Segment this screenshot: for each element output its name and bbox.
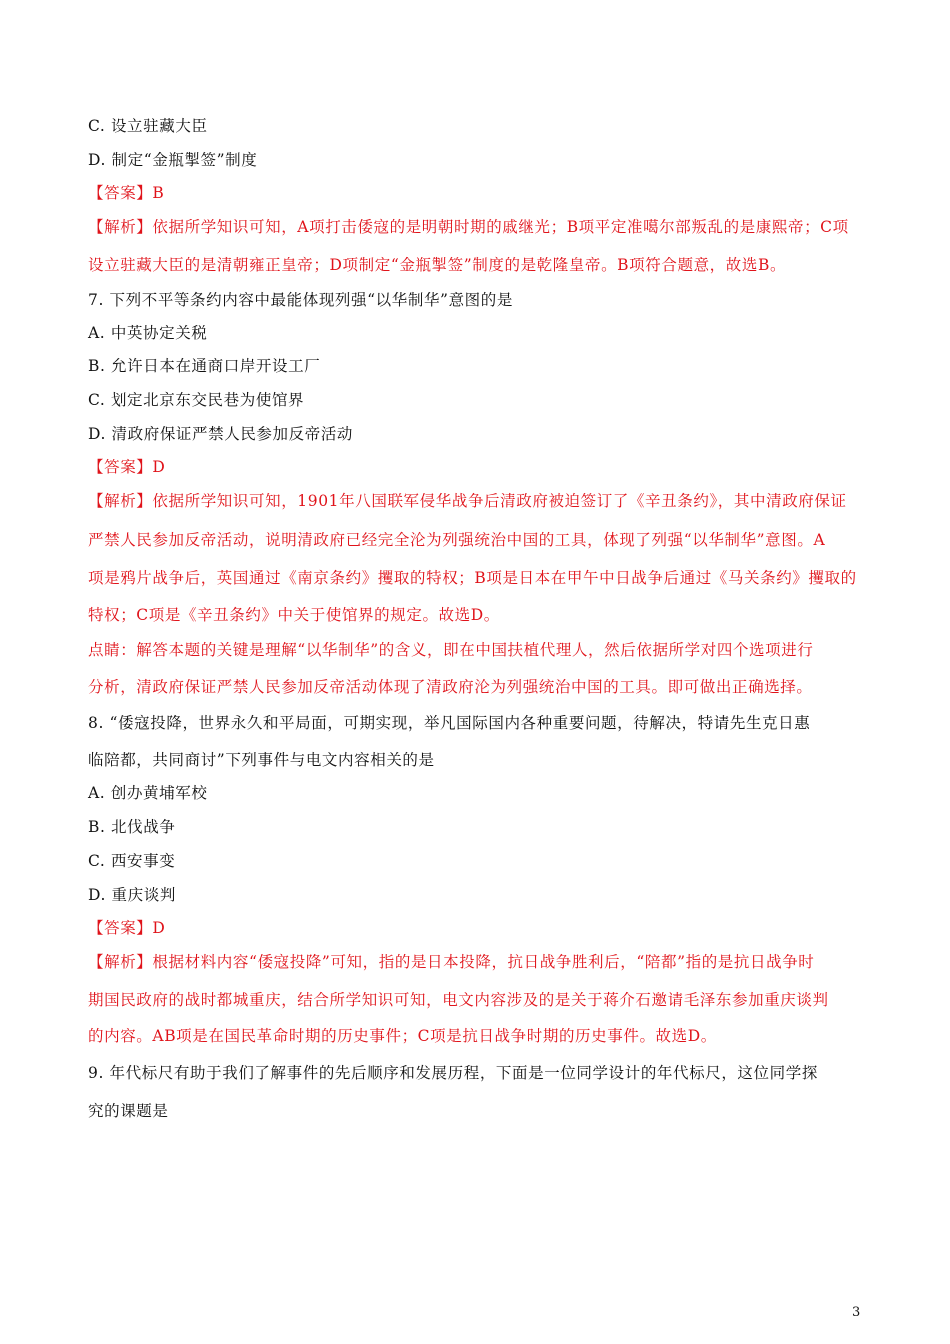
question-8-analysis-line: 【解析】根据材料内容“倭寇投降”可知，指的是日本投降，抗日战争胜利后，“陪都”指的是抗日战争时 — [88, 953, 815, 971]
question-7-tip-line: 分析，清政府保证严禁人民参加反帝活动体现了清政府沦为列强统治中国的工具。即可做出正确选择。 — [88, 678, 813, 696]
question-8-option-d: D. 重庆谈判 — [88, 886, 176, 904]
question-7-option-a: A. 中英协定关税 — [88, 324, 208, 342]
question-8-analysis-line: 的内容。AB项是在国民革命时期的历史事件；C项是抗日战争时期的历史事件。故选D。 — [88, 1027, 717, 1045]
question-8-stem-line: 8. “倭寇投降，世界永久和平局面，可期实现，举凡国际国内各种重要问题，待解决，特请先生克日惠 — [88, 714, 811, 732]
page-number: 3 — [852, 1305, 861, 1320]
question-7-option-b: B. 允许日本在通商口岸开设工厂 — [88, 357, 321, 375]
analysis-line: 【解析】依据所学知识可知，A项打击倭寇的是明朝时期的戚继光；B项平定准噶尔部叛乱的是康熙帝；C项 — [88, 218, 849, 236]
question-7-option-d: D. 清政府保证严禁人民参加反帝活动 — [88, 425, 354, 443]
question-8-option-a: A. 创办黄埔军校 — [88, 784, 208, 802]
question-7-stem: 7. 下列不平等条约内容中最能体现列强“以华制华”意图的是 — [88, 291, 513, 309]
question-7-tip-line: 点睛：解答本题的关键是理解“以华制华”的含义，即在中国扶植代理人，然后依据所学对四个选项进行 — [88, 641, 814, 659]
question-7-analysis-line: 严禁人民参加反帝活动，说明清政府已经完全沦为列强统治中国的工具，体现了列强“以华制华”意图。A — [88, 531, 826, 549]
question-7-answer: 【答案】D — [88, 458, 166, 476]
question-8-option-c: C. 西安事变 — [88, 852, 176, 870]
question-7-analysis-line: 项是鸦片战争后，英国通过《南京条约》攫取的特权；B项是日本在甲午中日战争后通过《马关条约》攫取的 — [88, 569, 857, 587]
option-c: C. 设立驻藏大臣 — [88, 117, 208, 135]
answer-label: 【答案】B — [88, 184, 165, 202]
question-7-analysis-line: 【解析】依据所学知识可知，1901年八国联军侵华战争后清政府被迫签订了《辛丑条约》，其中清政府保证 — [88, 492, 847, 510]
question-9-stem-line: 究的课题是 — [88, 1102, 169, 1120]
question-8-option-b: B. 北伐战争 — [88, 818, 176, 836]
question-7-analysis-line: 特权；C项是《辛丑条约》中关于使馆界的规定。故选D。 — [88, 606, 500, 624]
analysis-line: 设立驻藏大臣的是清朝雍正皇帝；D项制定“金瓶掣签”制度的是乾隆皇帝。B项符合题意，故选B。 — [88, 256, 787, 274]
question-7-option-c: C. 划定北京东交民巷为使馆界 — [88, 391, 305, 409]
question-8-answer: 【答案】D — [88, 919, 166, 937]
question-9-stem-line: 9. 年代标尺有助于我们了解事件的先后顺序和发展历程，下面是一位同学设计的年代标尺，这位同学探 — [88, 1064, 818, 1082]
question-8-stem-line: 临陪都，共同商讨”下列事件与电文内容相关的是 — [88, 751, 435, 769]
question-8-analysis-line: 期国民政府的战时都城重庆，结合所学知识可知，电文内容涉及的是关于蒋介石邀请毛泽东参加重庆谈判 — [88, 991, 829, 1009]
option-d: D. 制定“金瓶掣签”制度 — [88, 151, 258, 169]
